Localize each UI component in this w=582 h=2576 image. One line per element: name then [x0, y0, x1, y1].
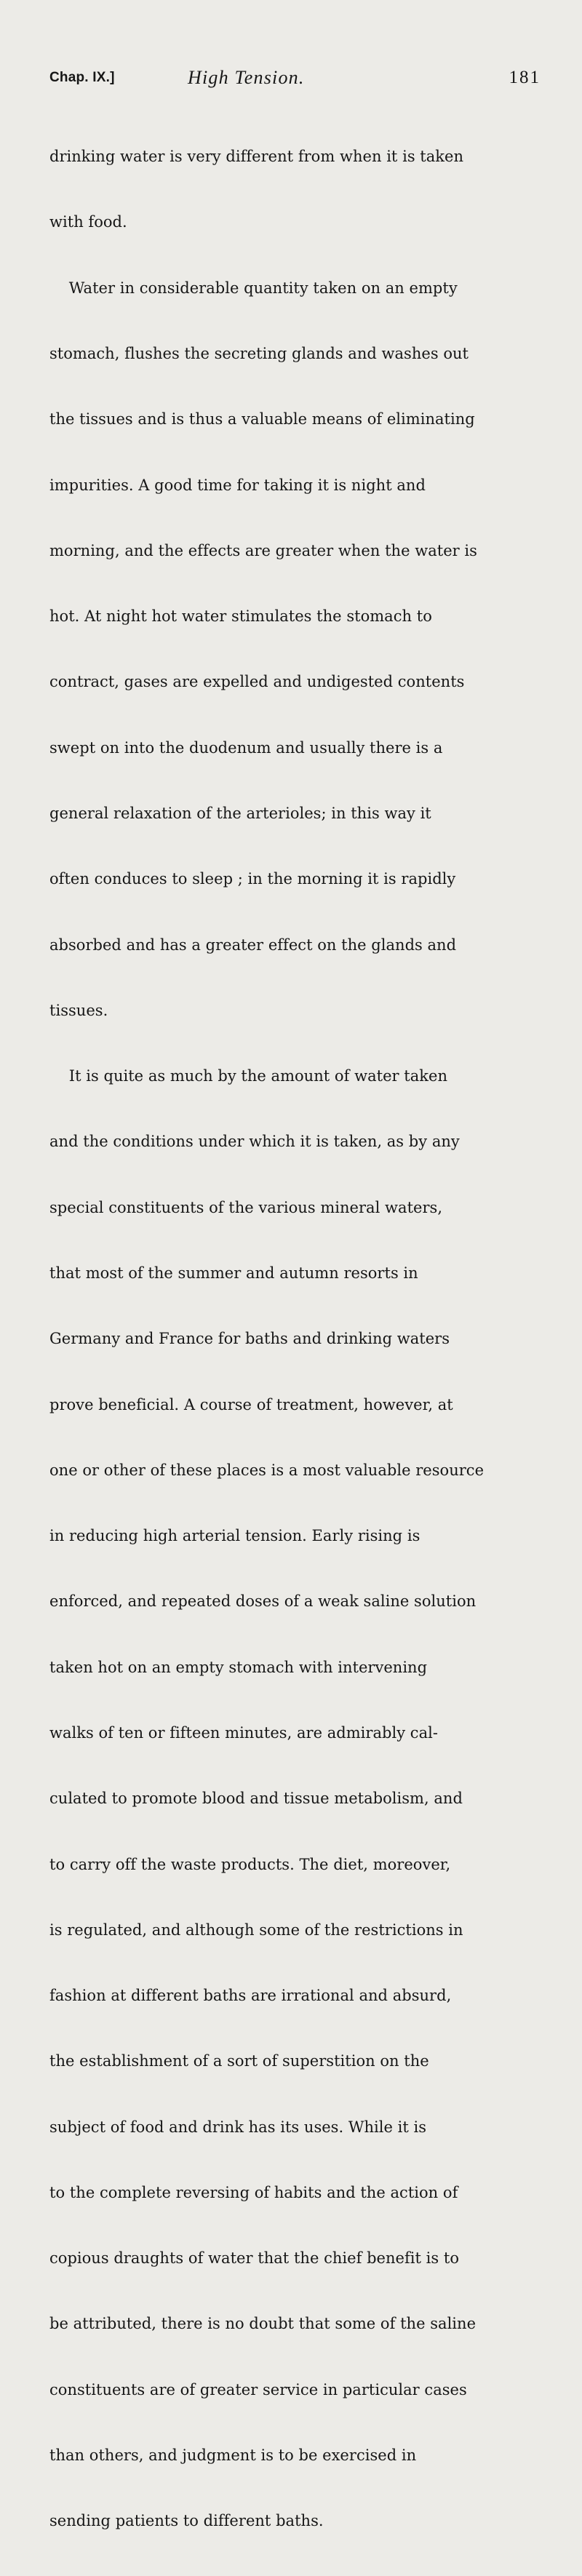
text-line: in reducing high arterial tension. Early rising is	[49, 1527, 420, 1545]
text-line: than others, and judgment is to be exercised in	[49, 2447, 417, 2465]
text-line: morning, and the effects are greater when the water is	[49, 541, 477, 559]
text-line: impurities. A good time for taking it is night and	[49, 476, 426, 494]
text-line: It is quite as much by the amount of water taken	[49, 1067, 448, 1085]
text-line: with food.	[49, 213, 127, 231]
text-line: be attributed, there is no doubt that some of the saline	[49, 2315, 477, 2333]
text-line: swept on into the duodenum and usually there is a	[49, 738, 443, 757]
text-line: stomach, flushes the secreting glands and washes out	[49, 345, 469, 363]
text-line: prove beneficial. A course of treatment, however, at	[49, 1395, 453, 1413]
text-line: to the complete reversing of habits and the action of	[49, 2183, 458, 2201]
text-line: special constituents of the various mineral waters,	[49, 1198, 443, 1216]
text-line: Germany and France for baths and drinking waters	[49, 1330, 450, 1348]
text-line: taken hot on an empty stomach with intervening	[49, 1658, 428, 1676]
text-line: is regulated, and although some of the restrictions in	[49, 1921, 463, 1939]
text-line: the tissues and is thus a valuable means of eliminating	[49, 410, 475, 428]
text-line: the establishment of a sort of superstition on the	[49, 2052, 429, 2070]
text-line: that most of the summer and autumn resorts in	[49, 1264, 418, 1282]
text-line: copious draughts of water that the chief benefit is to	[49, 2249, 460, 2268]
text-line: Water in considerable quantity taken on an empty	[49, 279, 458, 297]
text-line: tissues.	[49, 1001, 108, 1019]
text-line: to carry off the waste products. The diet, moreover,	[49, 1855, 451, 1873]
text-line: often conduces to sleep ; in the morning it is rapidly	[49, 870, 456, 888]
text-line: drinking water is very different from when it is taken	[49, 148, 464, 166]
text-line: walks of ten or fifteen minutes, are admirably cal-	[49, 1723, 438, 1742]
text-line: subject of food and drink has its uses. While it is	[49, 2118, 427, 2136]
text-line: one or other of these places is a most valuable resource	[49, 1461, 485, 1479]
text-line: enforced, and repeated doses of a weak saline solution	[49, 1592, 477, 1611]
text-line: constituents are of greater service in particular cases	[49, 2380, 467, 2398]
body-text	[49, 102, 541, 2576]
text-line: culated to promote blood and tissue metabolism, and	[49, 1790, 463, 1808]
text-line: and the conditions under which it is taken, as by any	[49, 1133, 460, 1151]
text-line: absorbed and has a greater effect on the glands and	[49, 936, 457, 954]
text-line: general relaxation of the arterioles; in this way it	[49, 805, 431, 822]
text-line: hot. At night hot water stimulates the stomach to	[49, 607, 432, 626]
text-line: contract, gases are expelled and undigested contents	[49, 673, 465, 691]
section-title: High Tension.	[188, 67, 305, 88]
text-line: sending patients to different baths.	[49, 2512, 324, 2530]
chapter-label: Chap. IX.]	[49, 70, 115, 85]
text-line: fashion at different baths are irrational and absurd,	[49, 1987, 452, 2005]
page-number: 181	[509, 68, 541, 87]
running-head	[49, 68, 541, 89]
